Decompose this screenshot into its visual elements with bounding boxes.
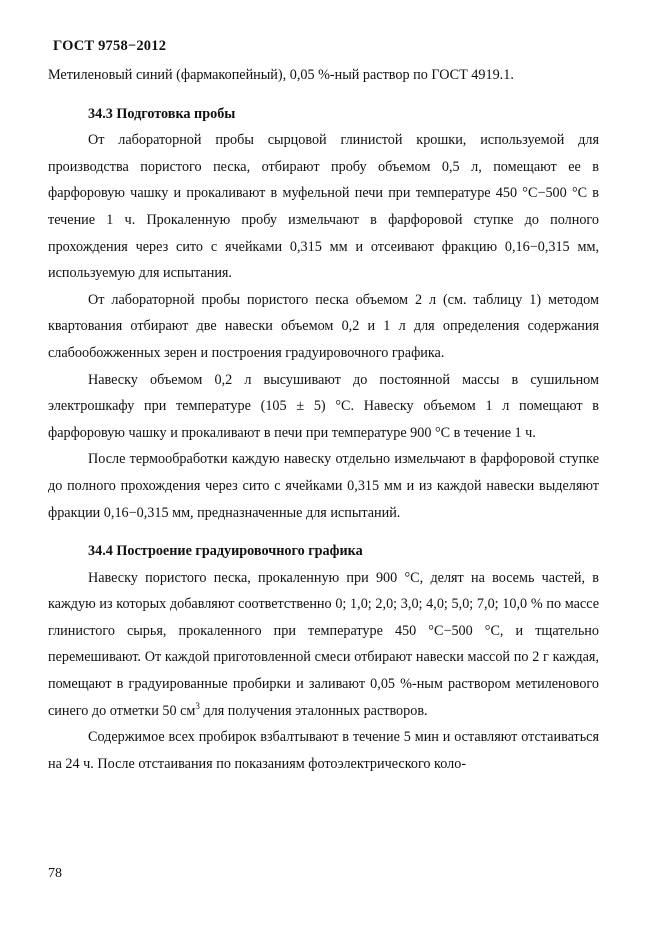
paragraph-quartering: От лабораторной пробы пористого песка объемом 2 л (см. таблицу 1) методом квартования отбирают две навески объемом 0,2 и 1 л для определения содержания слабообожженных зерен и построения градуировочного графика. xyxy=(48,291,599,361)
paragraph-settling: Содержимое всех пробирок взбалтывают в течение 5 мин и оставляют отстаиваться на 24 ч. После отстаивания по показаниям фотоэлектрического коло- xyxy=(48,729,599,772)
calibration-text: Навеску пористого песка, прокаленную при 900 °С, делят на восемь частей, в каждую из которых добавляют соответственно 0; 1,0; 2,0; 3,0; 4,0; 5,0; 7,0; 10,0 % по массе глинистого сырья, прокаленного при температуре 450 °С−500 °С, и тщательно перемешивают. От каждой приготовленной смеси отбирают навески массой по 2 г каждая, помещают в градуированные пробирки и заливают 0,05 %-ным раствором метиленового синего до отметки 50 см xyxy=(48,569,599,719)
page-number: 78 xyxy=(48,866,62,881)
paragraph-sample-prep: От лабораторной пробы сырцовой глинистой крошки, используемой для производства пористого песка, отбирают пробу объемом 0,5 л, помещают ее в фарфоровую чашку и прокаливают в муфельной печи при температуре 450 °С−500 °С в течение 1 ч. Прокаленную пробу измельчают в фарфоровой ступке до полного прохождения через сито с ячейками 0,315 мм и отсеивают фракцию 0,16−0,315 мм, используемую для испытания. xyxy=(48,132,599,282)
standard-code-header: ГОСТ 9758−2012 xyxy=(53,38,167,54)
paragraph-drying: Навеску объемом 0,2 л высушивают до постоянной массы в сушильном электрошкафу при температуре (105 ± 5) °С. Навеску объемом 1 л помещают в фарфоровую чашку и прокаливают в печи при температуре 900 °С в течение 1 ч. xyxy=(48,371,599,441)
section-heading-34-4: 34.4 Построение градуировочного графика xyxy=(88,543,363,560)
paragraph-grinding: После термообработки каждую навеску отдельно измельчают в фарфоровой ступке до полного прохождения через сито с ячейками 0,315 мм и из каждой навески выделяют фракции 0,16−0,315 мм, предназначенные для испытаний. xyxy=(48,451,599,521)
paragraph-calibration-mix xyxy=(48,565,599,725)
unit-superscript: 3 xyxy=(195,700,200,711)
paragraph-reagent: Метиленовый синий (фармакопейный), 0,05 %-ный раствор по ГОСТ 4919.1. xyxy=(48,67,514,83)
section-heading-34-3: 34.3 Подготовка пробы xyxy=(88,105,236,122)
body-text xyxy=(48,62,599,777)
calibration-text-tail: для получения эталонных растворов. xyxy=(199,702,428,719)
